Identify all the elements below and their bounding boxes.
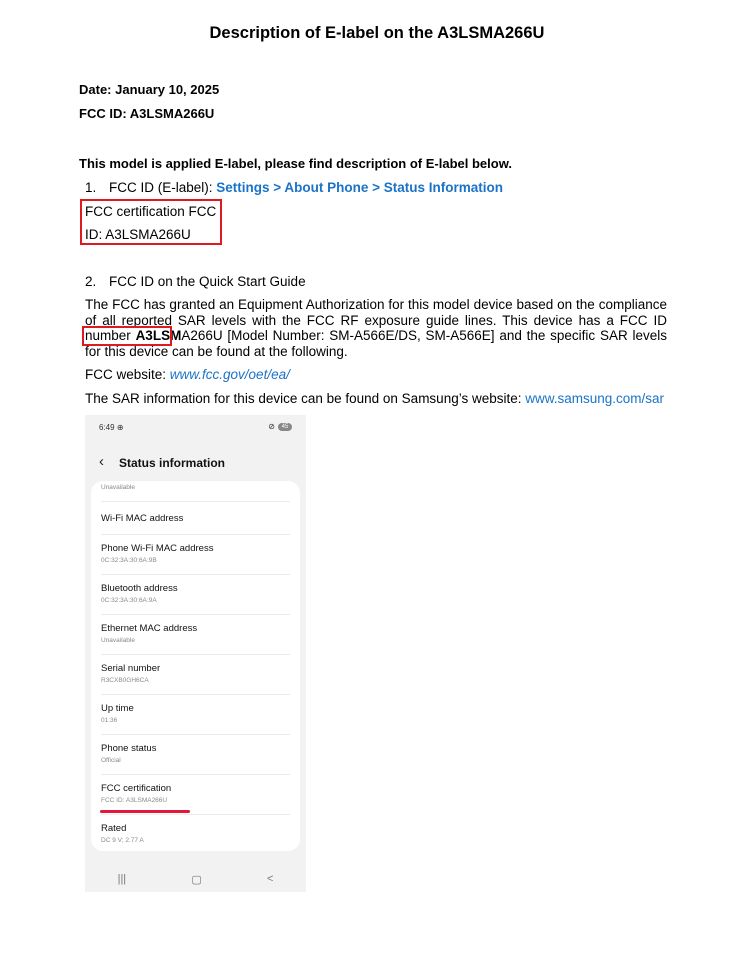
sar-info-text: The SAR information for this device can be found on Samsung’s website: [85, 391, 526, 406]
fcc-id-rest: A266U [181, 328, 223, 343]
sar-paragraph [85, 297, 667, 359]
row-label: Phone Wi-Fi MAC address [101, 543, 214, 554]
paragraph-text-before: The FCC has granted an Equipment Authorization for this model device based on the compliance of all reported SAR levels with the FCC RF exposure guide lines. This device has a FCC ID number [85, 297, 667, 343]
status-information-title: Status information [119, 456, 226, 470]
list-item-fcc-certification[interactable] [101, 774, 290, 815]
item-2-label: FCC ID on the Quick Start Guide [109, 274, 306, 289]
fcc-id-highlight-box [82, 326, 172, 346]
time-text: 6:49 [99, 423, 115, 432]
fcc-id-line: FCC ID: A3LSMA266U [79, 106, 215, 121]
row-value: Official [101, 757, 121, 764]
fcc-website-line [85, 367, 290, 382]
fcc-id-bold: A3LSM [135, 328, 182, 343]
intro-text: This model is applied E-label, please find description of E-label below. [79, 156, 512, 171]
fcc-website-label: FCC website: [85, 367, 170, 382]
top-unavailable-text: Unavailable [101, 484, 135, 491]
row-value: 01:36 [101, 717, 118, 724]
row-label: Serial number [101, 663, 161, 674]
row-label: Bluetooth address [101, 583, 178, 594]
status-bar-time [99, 423, 124, 432]
status-bar-icons [268, 422, 292, 431]
list-item[interactable] [101, 614, 290, 655]
item-1 [85, 180, 503, 195]
settings-path: Settings > About Phone > Status Information [216, 180, 504, 195]
recents-icon[interactable]: ||| [117, 873, 127, 885]
item-2-number: 2. [85, 274, 97, 289]
back-icon[interactable]: < [266, 873, 274, 885]
row-label: Phone status [101, 743, 157, 754]
samsung-sar-link[interactable]: www.samsung.com/sar [525, 391, 665, 406]
box-line-2: ID: A3LSMA266U [85, 227, 191, 242]
item-1-number: 1. [85, 180, 97, 195]
mute-icon: ⊘ [268, 422, 275, 431]
fcc-website-link[interactable]: www.fcc.gov/oet/ea/ [169, 367, 290, 382]
row-label: Rated [101, 823, 127, 834]
date-line: Date: January 10, 2025 [79, 82, 220, 97]
list-item[interactable] [101, 654, 290, 695]
item-1-label: FCC ID (E-label): [109, 180, 217, 195]
fcc-id-red-underline [100, 810, 190, 813]
location-icon: ⊕ [116, 423, 124, 432]
list-item[interactable] [101, 574, 290, 615]
row-value: 0C:32:3A:30:6A:9A [101, 597, 157, 604]
list-item[interactable] [101, 694, 290, 735]
home-icon[interactable]: ▢ [191, 874, 202, 886]
row-label: Ethernet MAC address [101, 623, 198, 634]
list-item[interactable] [101, 734, 290, 775]
navigation-bar [85, 873, 306, 886]
row-label: Up time [101, 703, 134, 714]
status-info-card [91, 481, 300, 851]
document-title: Description of E-label on the A3LSMA266U [209, 24, 545, 42]
back-arrow-icon[interactable]: ‹ [99, 453, 104, 470]
list-item[interactable] [101, 534, 290, 575]
list-item[interactable] [101, 814, 290, 851]
row-value: Unavailable [101, 637, 135, 644]
row-value: 0C:32:3A:30:6A:9B [101, 557, 157, 564]
sar-info-line [85, 391, 664, 406]
battery-icon: 45 [278, 423, 292, 431]
box-line-1: FCC certification FCC [85, 204, 217, 219]
item-2 [85, 274, 306, 289]
row-value: FCC ID: A3LSMA266U [101, 797, 168, 804]
row-label: Wi-Fi MAC address [101, 513, 184, 524]
phone-screenshot [85, 415, 306, 892]
row-value: R3CXB0GH6CA [101, 677, 149, 684]
row-label: FCC certification [101, 783, 172, 794]
row-value: DC 9 V; 2.77 A [101, 837, 144, 844]
paragraph-text-after: [Model Number: SM-A566E/DS, SM-A566E] and the specific SAR levels for this device can be found at the following. [85, 328, 668, 359]
